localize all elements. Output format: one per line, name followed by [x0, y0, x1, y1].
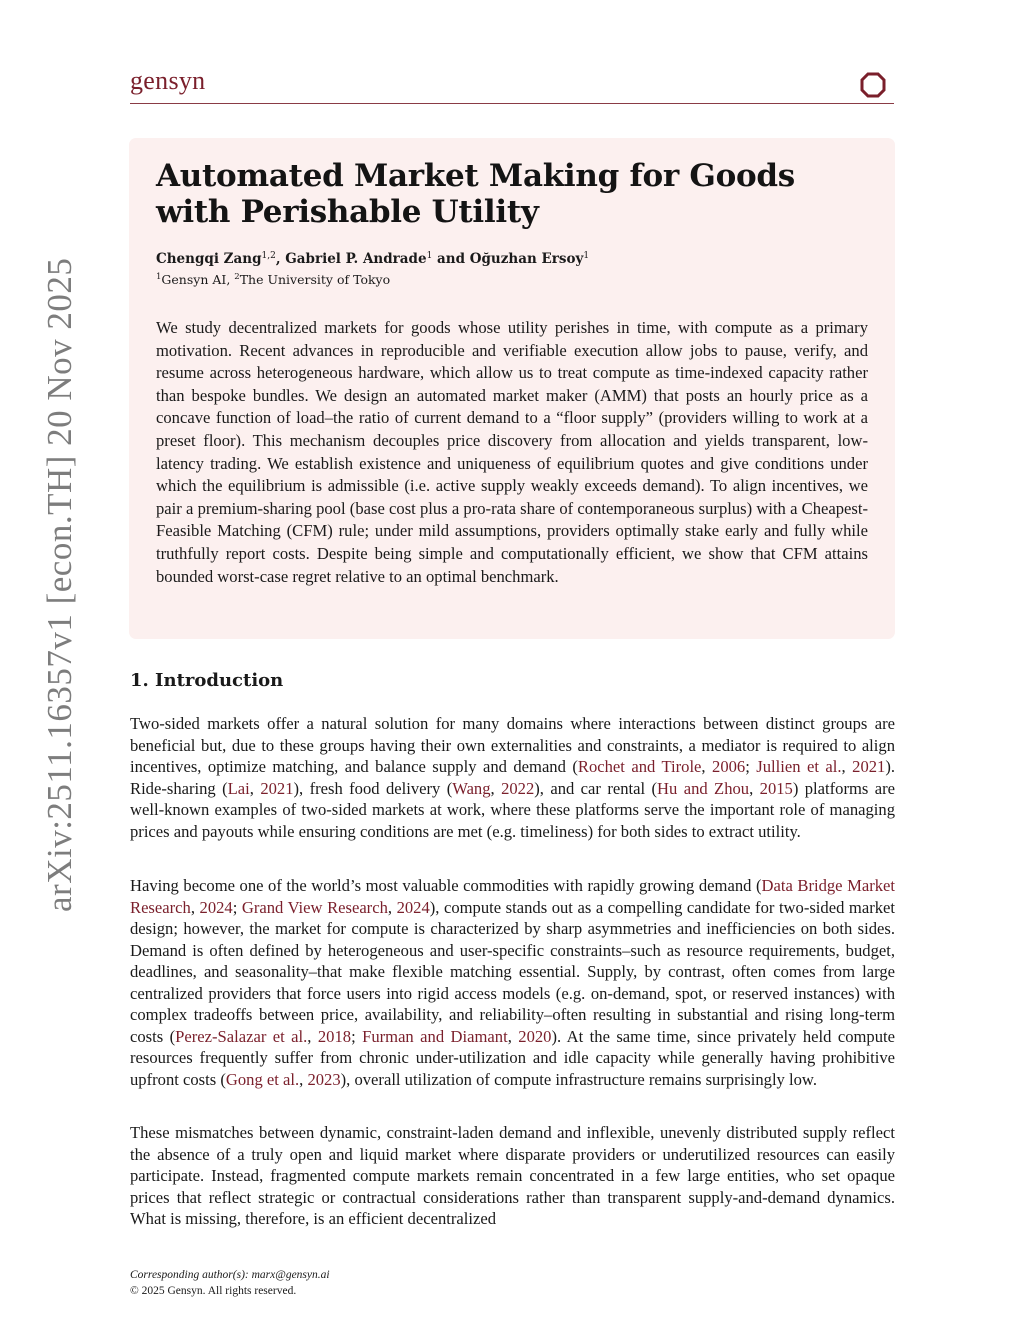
citation-link[interactable]: 2021: [260, 778, 294, 798]
paragraph-text: Having become one of the world’s most valuable commodities with rapidly growing demand (: [130, 876, 762, 895]
citation-link[interactable]: Data Bridge Market Research: [130, 876, 896, 917]
citation-link[interactable]: 2018: [317, 1026, 352, 1046]
citation-link[interactable]: 2024: [199, 897, 233, 917]
affiliation-name: Gensyn AI: [161, 272, 227, 288]
section-heading: 1. Introduction: [130, 670, 284, 691]
paragraph-text: ,: [387, 897, 397, 917]
citation-link[interactable]: Lai: [227, 778, 250, 798]
citation-link[interactable]: Perez-Salazar et al.: [175, 1026, 308, 1046]
paragraph-text: ,: [701, 757, 713, 776]
body-paragraph-1: [130, 713, 895, 842]
author-affiliation-mark: 1: [583, 251, 590, 261]
paragraph-text: ;: [351, 1026, 363, 1046]
paragraph-text: ,: [841, 757, 853, 776]
body-paragraph-2: [130, 875, 895, 1090]
citation-link[interactable]: 2022: [501, 778, 535, 798]
body-paragraph-3: [130, 1122, 895, 1230]
paragraph-text: ,: [307, 1026, 318, 1046]
paragraph-text: ). At the same time, since privately held compute resources frequently suffer from chronic under-utilization and idle capacity while generally having prohibitive upfront costs (: [130, 1026, 895, 1089]
affiliation-number: 1: [156, 272, 162, 282]
paragraph-text: These mismatches between dynamic, constraint-laden demand and inflexible, unevenly distributed supply reflect the absence of a truly open and liquid market where disparate providers or underutilized resources can easily participate. Instead, fragmented compute markets remain concentrated in a few large entities, who set opaque prices that reflect strategic or contractual considerations rather than transparent supply-and-demand dynamics. What is missing, therefore, is an efficient decentralized: [130, 1123, 895, 1228]
citation-link[interactable]: Jullien et al.: [756, 757, 842, 776]
author-name: Oğuzhan Ersoy: [469, 251, 584, 267]
paragraph-text: ;: [745, 757, 757, 776]
paragraph-text: ). Ride-sharing (: [130, 757, 896, 798]
citation-link[interactable]: Rochet and Tirole: [577, 757, 702, 776]
logo-text: gensyn: [130, 66, 206, 95]
paragraph-text: ), fresh food delivery (: [293, 778, 453, 798]
copyright-notice: © 2025 Gensyn. All rights reserved.: [130, 1285, 297, 1297]
affiliation-list: $^1$Gensyn AI, $^2$The University of Tokyo: [156, 272, 391, 288]
paragraph-text: ) platforms are well-known examples of two-sided markets at work, where these platforms serve the important role of managing prices and payouts while ensuring conditions are met (e.g. timeliness) for both sides to extract utility.: [130, 778, 895, 841]
author-affiliation-mark: 1: [426, 251, 433, 261]
paragraph-text: ,: [249, 778, 261, 798]
citation-link[interactable]: 2021: [852, 757, 886, 776]
citation-link[interactable]: 2006: [712, 757, 746, 776]
arxiv-identifier: arXiv:2511.16357v1 [econ.TH] 20 Nov 2025: [40, 257, 79, 912]
paragraph-text: ,: [490, 778, 502, 798]
citation-link[interactable]: Wang: [452, 778, 491, 798]
paragraph-text: ), compute stands out as a compelling candidate for two-sided market design; however, the market for compute is characterized by sharp asymmetries and inefficiencies on both sides. Demand is often defined by heterogeneous and user-specific constraints–such as resource requirements, budget, deadlines, and seasonality–that make flexible matching essential. Supply, by contrast, often comes from large centralized providers that force users into rigid access models (e.g. on-demand, spot, or reserved instances) with complex tradeoffs between price, availability, and reliability–often resulting in substantial and rising long-term costs (: [130, 897, 895, 1046]
paragraph-text: ), overall utilization of compute infrastructure remains surprisingly low.: [340, 1069, 817, 1089]
paragraph-text: ,: [299, 1069, 308, 1089]
paragraph-text: ;: [232, 897, 242, 917]
paragraph-text: ), and car rental (: [534, 778, 658, 798]
citation-link[interactable]: Furman and Diamant: [362, 1026, 508, 1046]
paragraph-text: ,: [507, 1026, 519, 1046]
citation-link[interactable]: 2020: [518, 1026, 552, 1046]
citation-link[interactable]: Grand View Research: [241, 897, 388, 917]
author-name: Chengqi Zang: [156, 251, 262, 267]
affiliation-number: 2: [234, 272, 240, 282]
author-name: Gabriel P. Andrade: [285, 251, 427, 267]
citation-link[interactable]: 2015: [759, 778, 793, 798]
citation-link[interactable]: 2024: [396, 897, 430, 917]
paper-title: Automated Market Making for Goods with Perishable Utility: [156, 158, 795, 230]
author-affiliation-mark: 1,2: [261, 251, 276, 261]
paragraph-text: ,: [749, 778, 760, 798]
citation-link[interactable]: Gong et al.: [225, 1069, 300, 1089]
abstract-text: We study decentralized markets for goods whose utility perishes in time, with compute as a primary motivation. Recent advances in reproducible and verifiable execution allow jobs to pause, verify, and resume across heterogeneous hardware, which allow us to treat compute as time-indexed capacity rather than bespoke bundles. We design an automated market maker (AMM) that posts an hourly price as a concave function of load–the ratio of current demand to a “floor supply” (providers willing to work at a preset floor). This mechanism decouples price discovery from allocation and yields transparent, low-latency trading. We establish existence and uniqueness of equilibrium quotes and give conditions under which the equilibrium is admissible (i.e. active supply weakly exceeds demand). To align incentives, we pair a premium-sharing pool (base cost plus a pro-rata share of contemporaneous surplus) with a Cheapest-Feasible Matching (CFM) rule; under mild assumptions, providers optimally stake early and fully while truthfully report costs. Despite being simple and computationally efficient, we show that CFM attains bounded worst-case regret relative to an optimal benchmark.: [156, 318, 868, 586]
gensyn-logo-icon: [860, 72, 886, 98]
author-list: Chengqi Zang$^{1,2}$, Gabriel P. Andrade$^1$ and Oğuzhan Ersoy$^1$: [156, 251, 590, 267]
affiliation-name: The University of Tokyo: [239, 272, 391, 288]
header-rule: [130, 103, 894, 104]
paragraph-text: Two-sided markets offer a natural solution for many domains where interactions between distinct groups are beneficial but, due to these groups having their own externalities and constraints, a mediator is required to align incentives, optimize matching, and balance supply and demand (: [130, 714, 895, 776]
corresponding-author: Corresponding author(s): marx@gensyn.ai: [130, 1269, 330, 1281]
paragraph-text: ,: [190, 897, 200, 917]
citation-link[interactable]: 2023: [307, 1069, 341, 1089]
citation-link[interactable]: Hu and Zhou: [657, 778, 750, 798]
